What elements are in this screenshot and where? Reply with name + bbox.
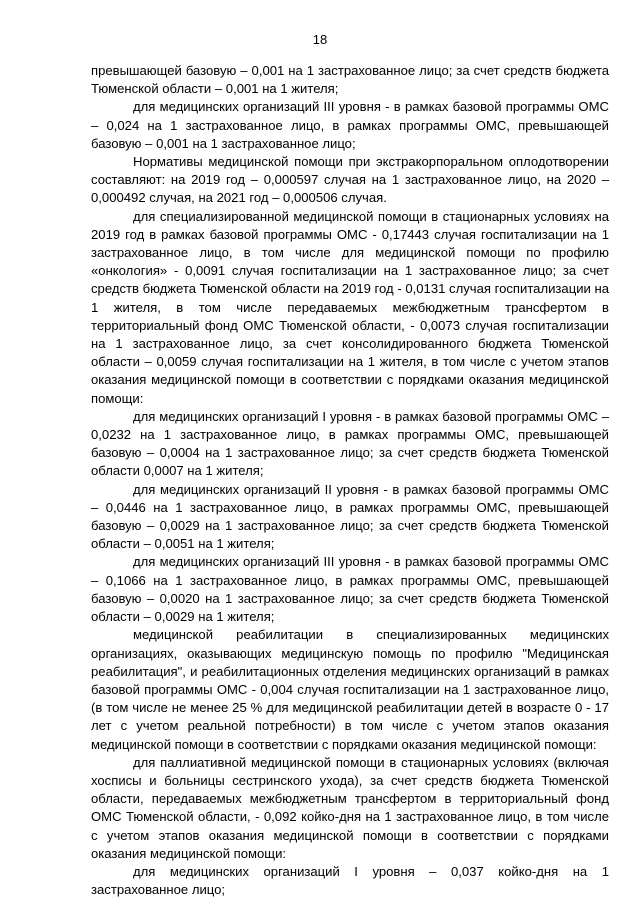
document-body — [91, 62, 609, 899]
paragraph: для паллиативной медицинской помощи в стационарных условиях (включая хосписы и больницы сестринского ухода), за счет средств бюджета Тюменской области, передаваемых межбюджетным трансфертом в территориальный фонд ОМС Тюменской области, - 0,092 койко-дня на 1 застрахованное лицо, в том числе с учетом этапов оказания медицинской помощи в соответствии с порядками оказания медицинской помощи: — [91, 754, 609, 861]
paragraph: медицинской реабилитации в специализированных медицинских организациях, оказывающих медицинскую помощь по профилю "Медицинская реабилитация", и реабилитационных отделения медицинских организаций в рамках базовой программы ОМС - 0,004 случая госпитализации на 1 застрахованное лицо, (в том числе не менее 25 % для медицинской реабилитации детей в возрасте 0 - 17 лет с учетом реальной потребности) в том числе с учетом этапов оказания медицинской помощи в соответствии с порядками оказания медицинской помощи: — [91, 627, 609, 752]
paragraph: для медицинских организаций I уровня - в рамках базовой программы ОМС – 0,0232 на 1 застрахованное лицо, в рамках программы ОМС, превышающей базовую – 0,0004 на 1 застрахованное лицо; за счет средств бюджета Тюменской области 0,0007 на 1 жителя; — [91, 408, 609, 479]
paragraph: для медицинских организаций II уровня - в рамках базовой программы ОМС – 0,0446 на 1 застрахованное лицо, в рамках программы ОМС, превышающей базовую – 0,0029 на 1 застрахованное лицо; за счет средств бюджета Тюменской области – 0,0051 на 1 жителя; — [91, 481, 609, 552]
page-number: 18 — [312, 32, 328, 47]
paragraph: превышающей базовую – 0,001 на 1 застрахованное лицо; за счет средств бюджета Тюменской области – 0,001 на 1 жителя; — [91, 63, 609, 97]
paragraph: для медицинских организаций I уровня – 0,037 койко-дня на 1 застрахованное лицо; — [91, 863, 609, 898]
paragraph: Нормативы медицинской помощи при экстракорпоральном оплодотворении составляют: на 2019 год – 0,000597 случая на 1 застрахованное лицо, на 2020 – 0,000492 случая, на 2021 год – 0,000506 случая. — [91, 154, 609, 206]
paragraph: для специализированной медицинской помощи в стационарных условиях на 2019 год в рамках базовой программы ОМС - 0,17443 случая госпитализации на 1 застрахованное лицо, в том числе для медицинской помощи по профилю «онкология» - 0,0091 случая госпитализации на 1 застрахованное лицо; за счет средств бюджета Тюменской области на 2019 год - 0,0131 случая госпитализации на 1 жителя, в том числе передаваемых межбюджетным трансфертом в территориальный фонд ОМС Тюменской области, - 0,0073 случая госпитализации на 1 застрахованное лицо, за счет консолидированного бюджета Тюменской области – 0,0059 случая госпитализации на 1 жителя, в том числе с учетом этапов оказания медицинской помощи в соответствии с порядками оказания медицинской помощи: — [91, 208, 609, 406]
paragraph: для медицинских организаций III уровня - в рамках базовой программы ОМС – 0,1066 на 1 застрахованное лицо, в рамках программы ОМС, превышающей базовую – 0,0020 на 1 застрахованное лицо; за счет средств бюджета Тюменской области – 0,0029 на 1 жителя; — [91, 554, 609, 625]
paragraph: для медицинских организаций III уровня - в рамках базовой программы ОМС – 0,024 на 1 застрахованное лицо, в рамках программы ОМС, превышающей базовую – 0,001 на 1 застрахованное лицо; — [91, 99, 609, 151]
